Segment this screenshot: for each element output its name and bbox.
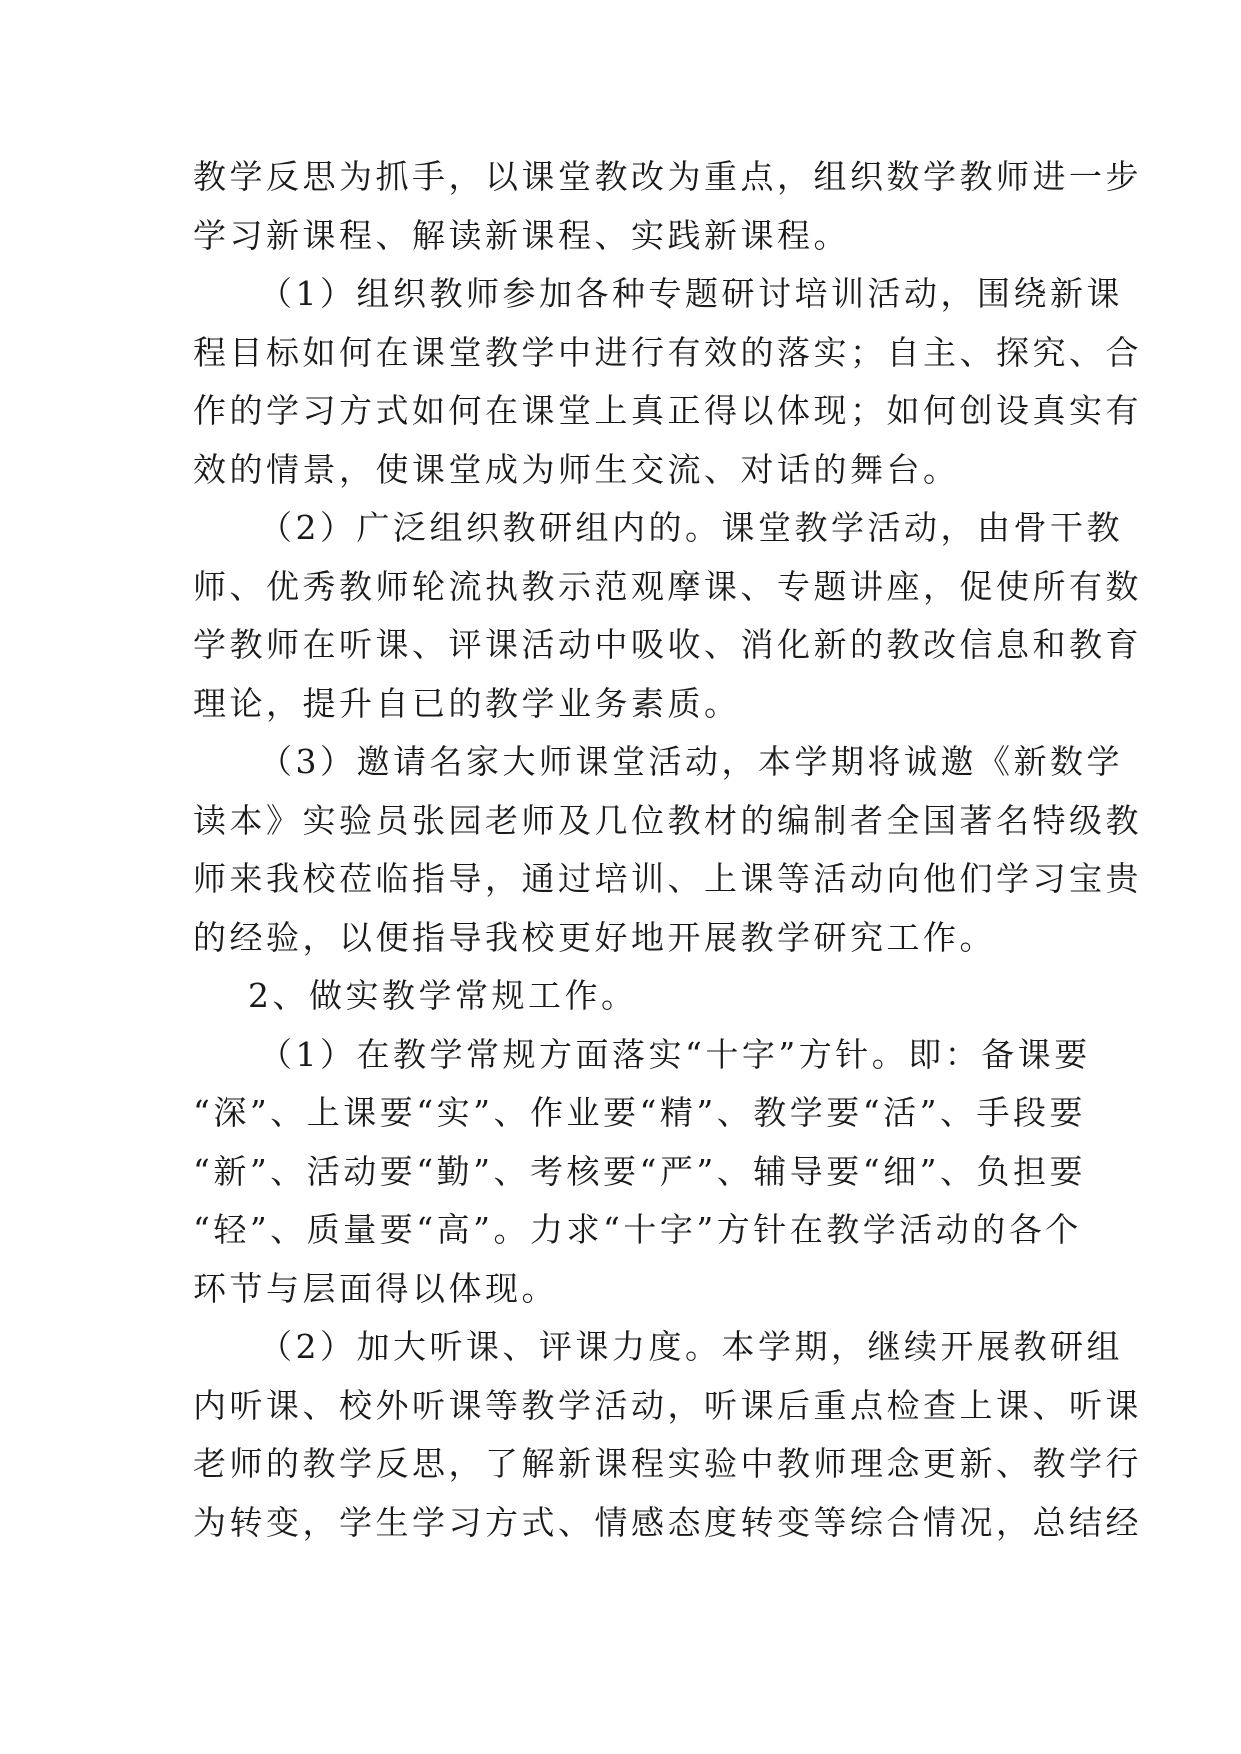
- paragraph-line: “新”、活动要“勤”、考核要“严”、辅导要“细”、负担要: [193, 1151, 1086, 1191]
- paragraph-line: （2）加大听课、评课力度。本学期，继续开展教研组: [259, 1327, 1123, 1366]
- paragraph-line: 师、优秀教师轮流执教示范观摩课、专题讲座，促使所有数: [193, 566, 1142, 606]
- paragraph-line: 内听课、校外听课等教学活动，听课后重点检查上课、听课: [193, 1385, 1142, 1425]
- paragraph-line: 老师的教学反思，了解新课程实验中教师理念更新、教学行: [193, 1444, 1142, 1483]
- paragraph-line: “轻”、质量要“高”。力求“十字”方针在教学活动的各个: [193, 1210, 1082, 1249]
- paragraph-line: 教学反思为抓手，以课堂教改为重点，组织数学教师进一步: [193, 157, 1142, 196]
- paragraph-line: 师来我校莅临指导，通过培训、上课等活动向他们学习宝贵: [193, 859, 1142, 898]
- body-text: [193, 148, 1142, 1552]
- paragraph-line: 读本》实验员张园老师及几位教材的编制者全国著名特级教: [193, 800, 1142, 840]
- paragraph-line: 的经验，以便指导我校更好地开展教学研究工作。: [193, 917, 996, 957]
- paragraph-line: （2）广泛组织教研组内的。课堂教学活动，由骨干教: [259, 508, 1123, 547]
- section-heading: 2、做实教学常规工作。: [248, 976, 638, 1015]
- paragraph-line: 理论，提升自已的教学业务素质。: [193, 683, 741, 723]
- paragraph-line: 效的情景，使课堂成为师生交流、对话的舞台。: [193, 449, 960, 489]
- paragraph-line: 学教师在听课、评课活动中吸收、消化新的教改信息和教育: [193, 625, 1142, 664]
- paragraph-line: 学习新课程、解读新课程、实践新课程。: [193, 215, 850, 255]
- paragraph-line: （3）邀请名家大师课堂活动，本学期将诚邀《新数学: [259, 742, 1123, 781]
- paragraph-line: 为转变，学生学习方式、情感态度转变等综合情况，总结经: [193, 1502, 1142, 1542]
- paragraph-line: 程目标如何在课堂教学中进行有效的落实；自主、探究、合: [193, 332, 1142, 372]
- paragraph-line: “深”、上课要“实”、作业要“精”、教学要“活”、手段要: [193, 1093, 1086, 1132]
- paragraph-line: （1）组织教师参加各种专题研讨培训活动，围绕新课: [259, 274, 1123, 313]
- paragraph-line: （1）在教学常规方面落实“十字”方针。即：备课要: [259, 1034, 1091, 1074]
- paragraph-line: 作的学习方式如何在课堂上真正得以体现；如何创设真实有: [193, 391, 1142, 430]
- paragraph-line: 环节与层面得以体现。: [193, 1268, 558, 1308]
